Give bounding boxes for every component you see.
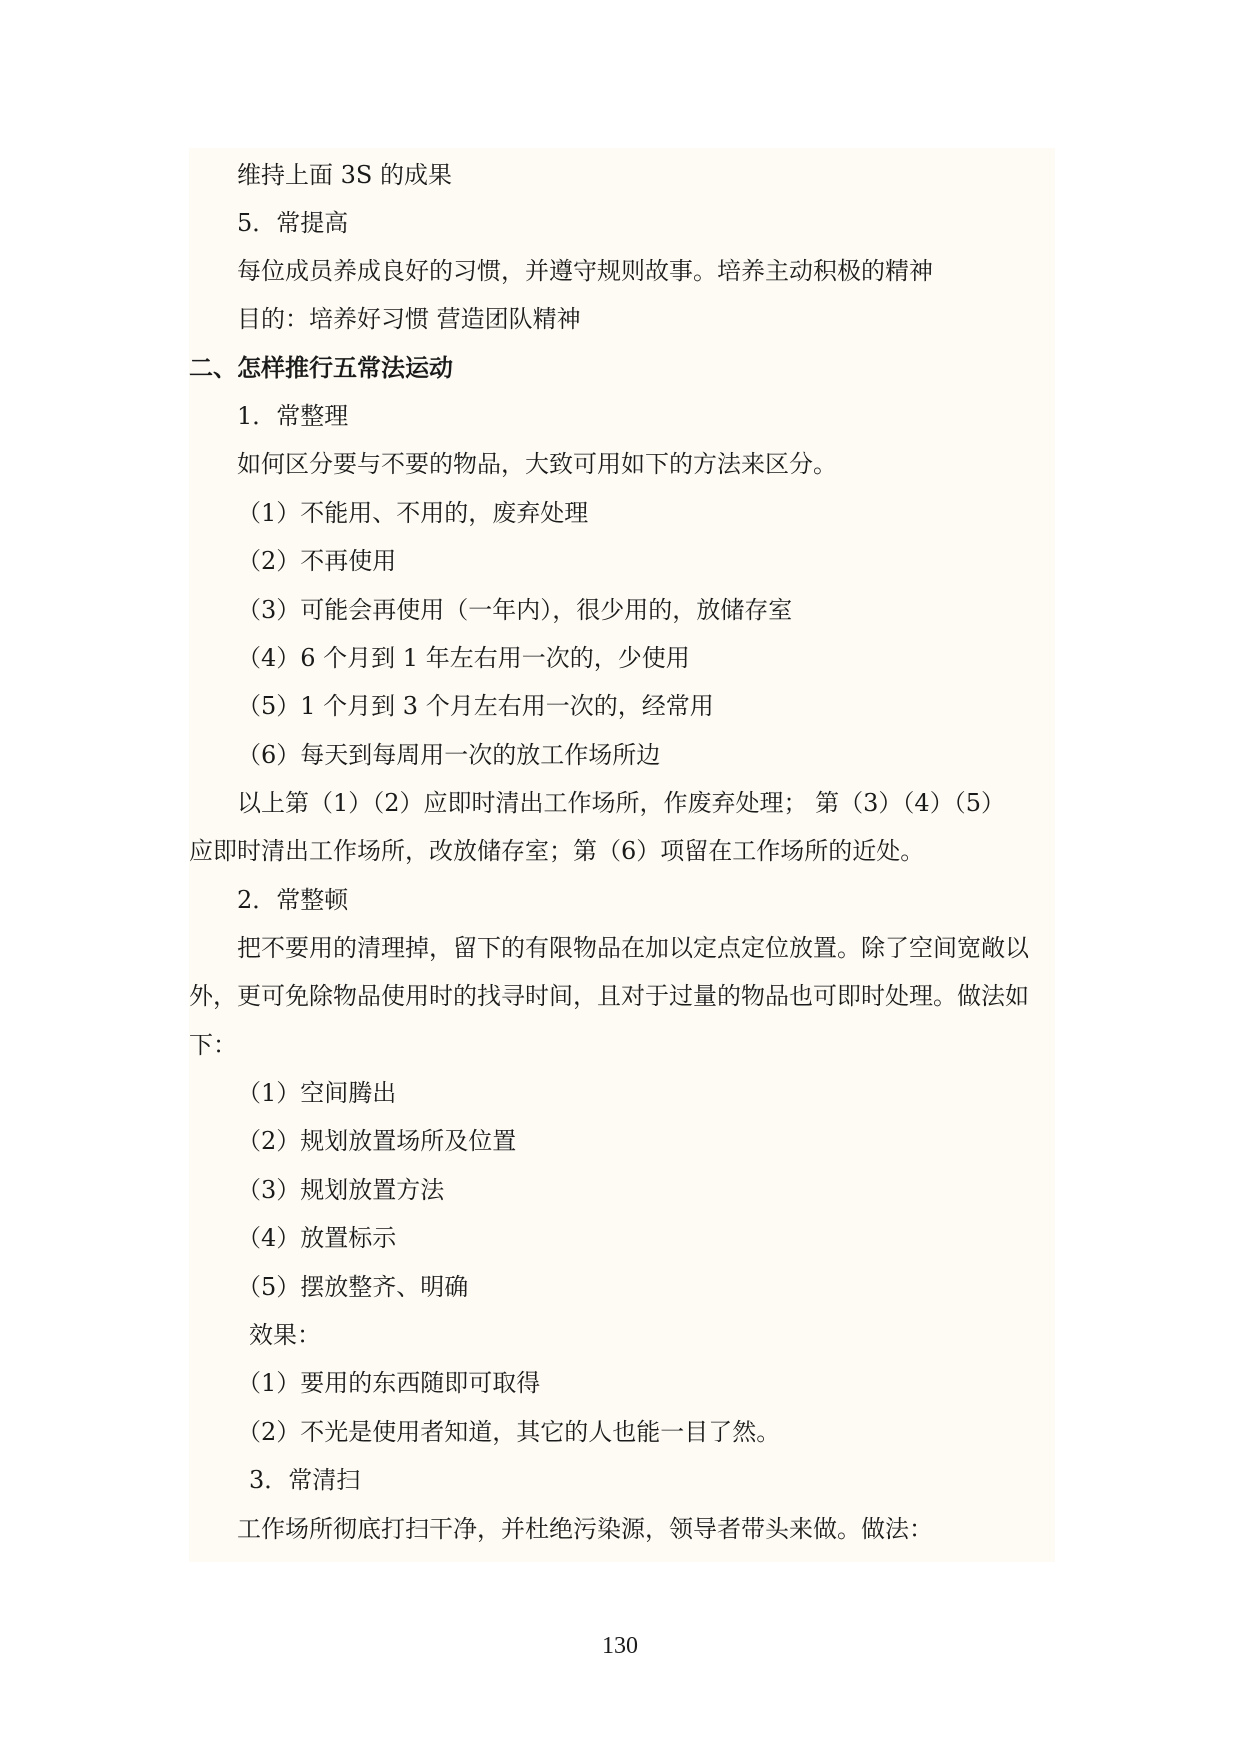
text-line: 把不要用的清理掉，留下的有限物品在加以定点定位放置。除了空间宽敞以 [237, 934, 1029, 962]
list-item: （5）1 个月到 3 个月左右用一次的，经常用 [237, 692, 714, 720]
list-item: （1）要用的东西随即可取得 [237, 1369, 541, 1397]
text-line: 工作场所彻底打扫干净，并杜绝污染源，领导者带头来做。做法： [237, 1515, 933, 1543]
list-item: （1）空间腾出 [237, 1079, 397, 1107]
text-line: 外，更可免除物品使用时的找寻时间，且对于过量的物品也可即时处理。做法如 [189, 982, 1029, 1010]
list-item: （3）可能会再使用（一年内），很少用的，放储存室 [237, 596, 793, 624]
page-content [189, 148, 1055, 1562]
text-line: 如何区分要与不要的物品，大致可用如下的方法来区分。 [237, 450, 837, 478]
text-line: 应即时清出工作场所，改放储存室；第（6）项留在工作场所的近处。 [189, 837, 925, 865]
section-heading: 5．常提高 [237, 209, 349, 237]
text-line: 目的：培养好习惯 营造团队精神 [237, 305, 581, 333]
list-item: （2）不再使用 [237, 547, 397, 575]
list-item: （4）6 个月到 1 年左右用一次的，少使用 [237, 644, 690, 672]
section-heading: 3．常清扫 [249, 1466, 361, 1494]
list-item: （2）不光是使用者知道，其它的人也能一目了然。 [237, 1418, 781, 1446]
list-item: （2）规划放置场所及位置 [237, 1127, 517, 1155]
list-item: （4）放置标示 [237, 1224, 397, 1252]
text-line: 维持上面 3S 的成果 [237, 161, 452, 189]
chapter-heading: 二、怎样推行五常法运动 [189, 353, 453, 382]
text-line: 下： [189, 1031, 237, 1059]
section-heading: 2．常整顿 [237, 886, 349, 914]
text-line: 以上第（1）（2）应即时清出工作场所，作废弃处理； 第（3）（4）（5） [237, 789, 1005, 817]
page-number: 130 [602, 1633, 638, 1659]
list-item: （1）不能用、不用的，废弃处理 [237, 499, 589, 527]
list-item: （5）摆放整齐、明确 [237, 1273, 469, 1301]
text-line: 每位成员养成良好的习惯，并遵守规则故事。培养主动积极的精神 [237, 257, 933, 285]
text-line: 效果： [249, 1321, 321, 1349]
section-heading: 1．常整理 [237, 402, 349, 430]
list-item: （6）每天到每周用一次的放工作场所边 [237, 741, 661, 769]
list-item: （3）规划放置方法 [237, 1176, 445, 1204]
